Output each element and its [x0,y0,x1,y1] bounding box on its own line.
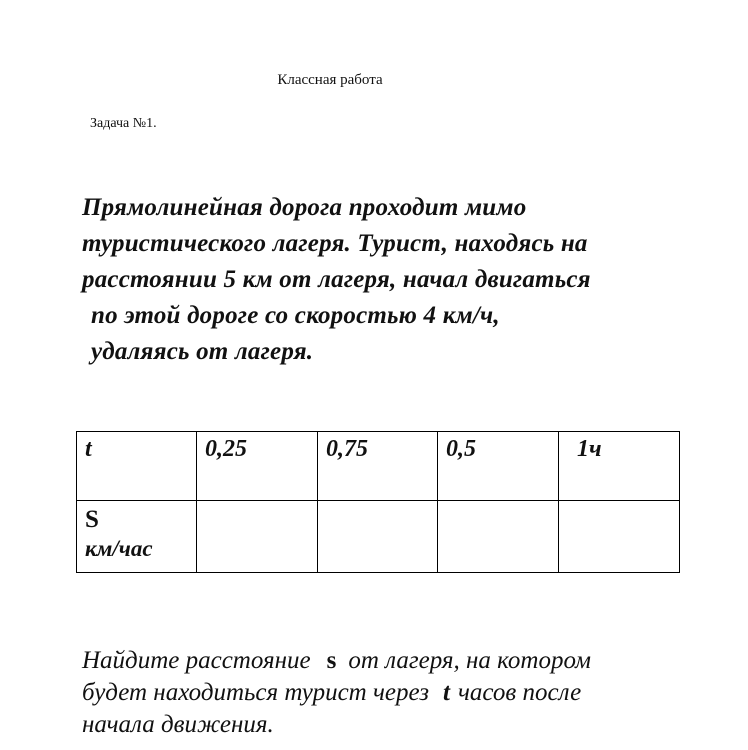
table-row [77,432,680,501]
question-text-part: будет находиться турист через [82,679,430,706]
question-text-part: Найдите расстояние [82,647,311,674]
row-header-s-var: S [85,506,99,533]
variable-t: t [443,679,450,706]
row-header-t: t [77,432,197,501]
problem-line: расстоянии 5 км от лагеря, начал двигаться [82,266,591,293]
table-cell: 0,75 [318,432,438,501]
table-cell: 1ч [559,432,680,501]
question-text [82,645,742,741]
question-line [82,645,742,677]
table-row [77,501,680,573]
problem-line: туристического лагеря. Турист, находясь на [82,230,588,257]
variable-s: s [326,647,337,674]
row-header-s [77,501,197,573]
problem-line: Прямолинейная дорога проходит мимо [82,194,527,221]
problem-line: по этой дороге со скоростью 4 км/ч, [91,302,500,329]
problem-statement [82,190,722,370]
table-cell-empty [197,501,318,573]
question-line: начала движения. [82,711,274,738]
task-label: Задача №1. [90,116,157,131]
data-table [76,431,680,573]
row-header-s-unit: км/час [85,536,153,561]
table-cell-empty [559,501,680,573]
question-text-part: часов после [457,679,582,706]
table-cell: 0,5 [438,432,559,501]
question-line [82,677,742,709]
question-text-part: от лагеря, на котором [348,647,591,674]
table-cell: 0,25 [197,432,318,501]
header-title: Классная работа [277,72,383,88]
table-cell-empty [438,501,559,573]
table-cell-empty [318,501,438,573]
problem-line: удаляясь от лагеря. [91,338,314,365]
